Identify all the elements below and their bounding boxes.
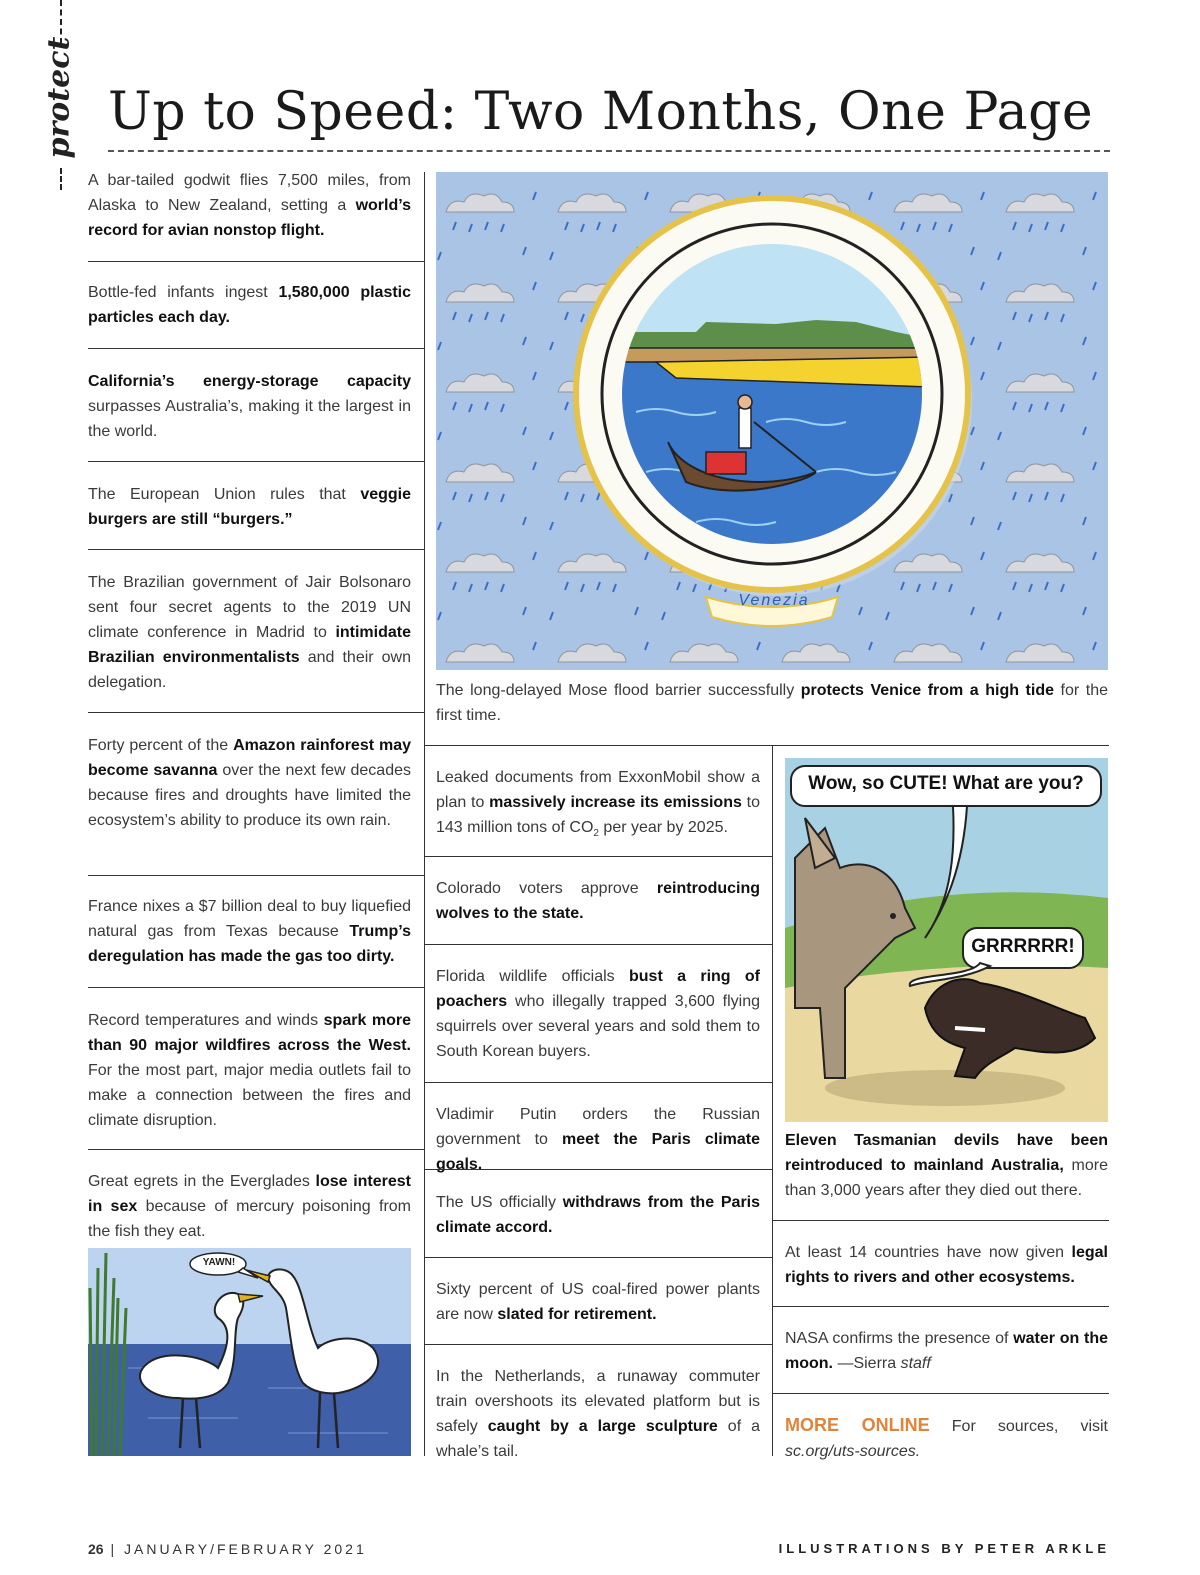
news-item: Great egrets in the Everglades lose interest in sex because of mercury poisoning from the fish they eat. bbox=[88, 1173, 412, 1240]
divider bbox=[772, 1393, 1109, 1394]
speech-bubble-text: GRRRRRR! bbox=[971, 936, 1075, 957]
page-title: Up to Speed: Two Months, One Page bbox=[108, 82, 1094, 142]
speech-bubble-text: YAWN! bbox=[202, 1257, 236, 1268]
tasmanian-devil-comic bbox=[785, 758, 1108, 1122]
divider bbox=[424, 745, 1109, 746]
divider bbox=[88, 261, 424, 262]
page-number: 26 bbox=[88, 1541, 104, 1557]
news-item: NASA confirms the presence of water on the moon. —Sierra staff bbox=[785, 1330, 1109, 1372]
news-item: California’s energy-storage capacity surpasses Australia’s, making it the largest in the world. bbox=[88, 373, 411, 440]
issue-date: JANUARY/FEBRUARY 2021 bbox=[124, 1541, 367, 1557]
section-tag-label: protect bbox=[41, 36, 77, 159]
illustration-caption: The long-delayed Mose flood barrier successfully protects Venice from a high tide for the first time. bbox=[436, 682, 1109, 724]
divider bbox=[424, 856, 772, 857]
more-online: MORE ONLINE For sources, visit sc.org/uts-sources. bbox=[785, 1415, 1108, 1460]
divider bbox=[424, 1257, 772, 1258]
news-item: Leaked documents from ExxonMobil show a plan to massively increase its emissions to 143 million tons of $CO_2$ per year by 2025. bbox=[436, 769, 760, 840]
news-item: Forty percent of the Amazon rainforest may become savanna over the next few decades because fires and droughts have limited the ecosystem’s ability to produce its own rain. bbox=[88, 737, 412, 829]
news-item: The European Union rules that veggie burgers are still “burgers.” bbox=[88, 486, 411, 528]
news-item: Sixty percent of US coal-fired power plants are now slated for retirement. bbox=[436, 1281, 760, 1323]
news-item: France nixes a $7 billion deal to buy liquefied natural gas from Texas because Trump’s deregulation has made the gas too dirty. bbox=[88, 898, 411, 965]
news-item: Colorado voters approve reintroducing wolves to the state. bbox=[436, 880, 760, 922]
news-item: The US officially withdraws from the Paris climate accord. bbox=[436, 1194, 761, 1236]
column-divider bbox=[772, 745, 773, 1456]
divider bbox=[424, 944, 772, 945]
divider bbox=[772, 1220, 1109, 1221]
divider bbox=[424, 1169, 772, 1170]
divider bbox=[88, 461, 424, 462]
divider bbox=[88, 875, 424, 876]
egret-illustration bbox=[88, 1248, 411, 1456]
news-item: The Brazilian government of Jair Bolsonaro sent four secret agents to the 2019 UN climate conference in Madrid to intimidate Brazilian environmentalists and their own delegation. bbox=[88, 574, 411, 691]
section-tag bbox=[18, 0, 77, 190]
news-item: At least 14 countries have now given legal rights to rivers and other ecosystems. bbox=[785, 1244, 1108, 1286]
sources-link[interactable]: sc.org/uts-sources. bbox=[785, 1443, 921, 1460]
venice-illustration bbox=[436, 172, 1108, 670]
divider bbox=[88, 549, 424, 550]
title-divider bbox=[108, 150, 1110, 152]
news-item: Record temperatures and winds spark more than 90 major wildfires across the West. For the most part, major media outlets fail to make a connection between the fires and climate disruption. bbox=[88, 1012, 412, 1129]
news-item: A bar-tailed godwit flies 7,500 miles, from Alaska to New Zealand, setting a world’s record for avian nonstop flight. bbox=[88, 172, 411, 239]
news-item: In the Netherlands, a runaway commuter train overshoots its elevated platform but is safely caught by a large sculpture of a whale’s tail. bbox=[436, 1368, 760, 1456]
divider bbox=[60, 168, 62, 190]
divider bbox=[424, 1344, 772, 1345]
footer-page-info: 26 | JANUARY/FEBRUARY 2021 bbox=[88, 1541, 367, 1557]
divider bbox=[88, 712, 424, 713]
illustration-credit: ILLUSTRATIONS BY PETER ARKLE bbox=[778, 1541, 1110, 1556]
news-item: Florida wildlife officials bust a ring of poachers who illegally trapped 3,600 flying squirrels over several years and sold them to South Korean buyers. bbox=[436, 968, 760, 1060]
divider bbox=[88, 987, 424, 988]
plate-label: Venezia bbox=[738, 592, 810, 609]
news-item: Eleven Tasmanian devils have been reintroduced to mainland Australia, more than 3,000 years after they died out there. bbox=[785, 1132, 1108, 1199]
news-item: Vladimir Putin orders the Russian government to meet the Paris climate goals. bbox=[436, 1106, 760, 1173]
news-item: Bottle-fed infants ingest 1,580,000 plastic particles each day. bbox=[88, 284, 412, 326]
column-divider bbox=[424, 172, 425, 1456]
divider bbox=[772, 1306, 1109, 1307]
divider bbox=[88, 1149, 424, 1150]
divider bbox=[88, 348, 424, 349]
divider bbox=[424, 1082, 772, 1083]
speech-bubble-text: Wow, so CUTE! What are you? bbox=[808, 773, 1084, 794]
